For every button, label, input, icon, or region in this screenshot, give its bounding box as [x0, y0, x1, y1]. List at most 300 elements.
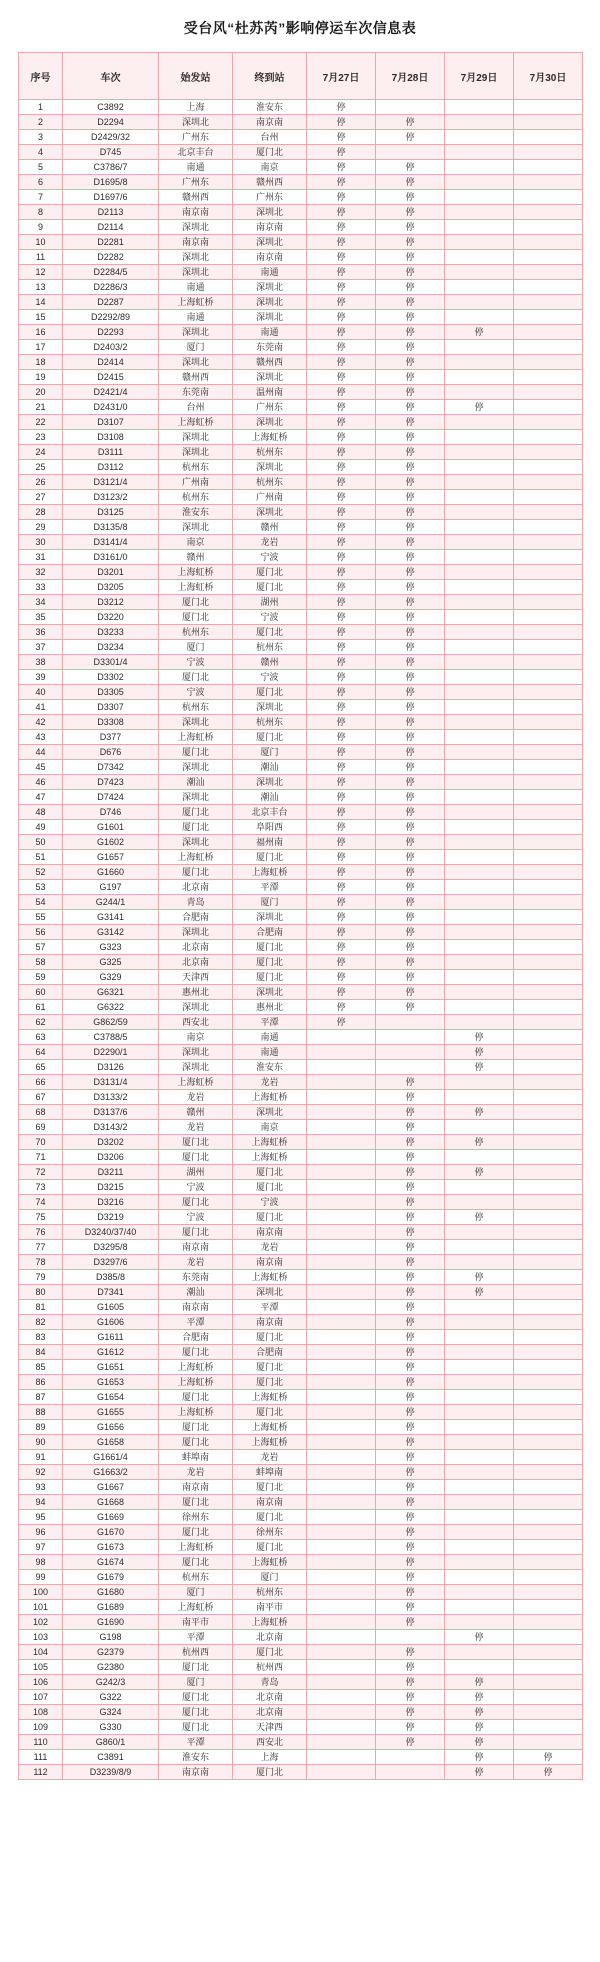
- cell-train-number: D3133/2: [63, 1090, 159, 1105]
- table-header: [19, 53, 583, 100]
- cell-day-2: [445, 955, 514, 970]
- cell-index: 67: [19, 1090, 63, 1105]
- cell-day-1: 停: [376, 115, 445, 130]
- cell-day-1: [376, 1630, 445, 1645]
- cell-destination: 深圳北: [233, 1105, 307, 1120]
- table-row: [19, 1450, 583, 1465]
- cell-day-1: 停: [376, 580, 445, 595]
- table-row: [19, 490, 583, 505]
- cell-index: 94: [19, 1495, 63, 1510]
- cell-day-1: 停: [376, 1555, 445, 1570]
- cell-destination: 北京南: [233, 1630, 307, 1645]
- table-row: [19, 1630, 583, 1645]
- table-row: [19, 1165, 583, 1180]
- cell-day-2: 停: [445, 1735, 514, 1750]
- cell-destination: 广州南: [233, 490, 307, 505]
- cell-index: 108: [19, 1705, 63, 1720]
- cell-day-1: 停: [376, 220, 445, 235]
- cell-day-2: [445, 1495, 514, 1510]
- cell-destination: 深圳北: [233, 1285, 307, 1300]
- cell-index: 82: [19, 1315, 63, 1330]
- cell-day-3: [514, 1510, 583, 1525]
- cell-day-3: [514, 1720, 583, 1735]
- header-train-number: 车次: [63, 53, 159, 100]
- cell-day-1: 停: [376, 910, 445, 925]
- cell-day-2: [445, 220, 514, 235]
- cell-destination: 宁波: [233, 550, 307, 565]
- table-row: [19, 1195, 583, 1210]
- cell-train-number: G1657: [63, 850, 159, 865]
- cell-day-0: 停: [307, 385, 376, 400]
- cell-day-3: [514, 820, 583, 835]
- cell-day-3: [514, 370, 583, 385]
- cell-origin: 深圳北: [159, 430, 233, 445]
- cell-index: 46: [19, 775, 63, 790]
- cell-day-0: 停: [307, 115, 376, 130]
- cell-destination: 广州东: [233, 190, 307, 205]
- cell-destination: 南通: [233, 325, 307, 340]
- cell-origin: 广州东: [159, 130, 233, 145]
- table-row: [19, 1045, 583, 1060]
- cell-day-1: 停: [376, 130, 445, 145]
- cell-day-3: [514, 1015, 583, 1030]
- cell-day-0: 停: [307, 1000, 376, 1015]
- cell-day-0: [307, 1120, 376, 1135]
- cell-day-1: 停: [376, 385, 445, 400]
- cell-day-2: [445, 385, 514, 400]
- cell-train-number: G1651: [63, 1360, 159, 1375]
- cell-train-number: G6322: [63, 1000, 159, 1015]
- cell-day-3: [514, 1465, 583, 1480]
- table-container: [0, 52, 600, 1804]
- cell-day-3: [514, 1690, 583, 1705]
- cell-day-0: [307, 1300, 376, 1315]
- cell-origin: 深圳北: [159, 355, 233, 370]
- cell-train-number: D3205: [63, 580, 159, 595]
- cell-index: 2: [19, 115, 63, 130]
- cell-train-number: G3142: [63, 925, 159, 940]
- cell-destination: 湖州: [233, 595, 307, 610]
- cell-day-3: [514, 1120, 583, 1135]
- cell-index: 95: [19, 1510, 63, 1525]
- cell-index: 34: [19, 595, 63, 610]
- cell-day-3: [514, 730, 583, 745]
- cell-day-2: [445, 1075, 514, 1090]
- cell-day-2: [445, 595, 514, 610]
- cell-day-3: [514, 1585, 583, 1600]
- cell-destination: 赣州: [233, 520, 307, 535]
- cell-day-0: 停: [307, 895, 376, 910]
- cell-day-3: [514, 685, 583, 700]
- cell-day-2: [445, 430, 514, 445]
- cell-destination: 厦门北: [233, 565, 307, 580]
- cell-destination: 厦门北: [233, 1360, 307, 1375]
- cell-day-2: 停: [445, 1030, 514, 1045]
- cell-day-2: [445, 985, 514, 1000]
- cell-train-number: D3131/4: [63, 1075, 159, 1090]
- cell-index: 17: [19, 340, 63, 355]
- cell-destination: 北京南: [233, 1705, 307, 1720]
- cell-day-1: 停: [376, 1660, 445, 1675]
- cell-day-2: [445, 1000, 514, 1015]
- cell-day-0: [307, 1345, 376, 1360]
- cell-day-3: [514, 1360, 583, 1375]
- cell-index: 16: [19, 325, 63, 340]
- cell-index: 69: [19, 1120, 63, 1135]
- cell-day-2: [445, 1645, 514, 1660]
- cell-day-3: [514, 280, 583, 295]
- cell-destination: 阜阳西: [233, 820, 307, 835]
- cell-index: 37: [19, 640, 63, 655]
- cell-day-3: [514, 670, 583, 685]
- cell-day-1: 停: [376, 1300, 445, 1315]
- cell-day-0: [307, 1075, 376, 1090]
- cell-day-1: 停: [376, 640, 445, 655]
- cell-day-2: 停: [445, 1270, 514, 1285]
- cell-day-0: 停: [307, 700, 376, 715]
- header-day-0730: 7月30日: [514, 53, 583, 100]
- cell-origin: 杭州东: [159, 625, 233, 640]
- cell-origin: 深圳北: [159, 1045, 233, 1060]
- cell-train-number: G2380: [63, 1660, 159, 1675]
- cell-day-2: [445, 1435, 514, 1450]
- cell-origin: 广州东: [159, 175, 233, 190]
- table-row: [19, 535, 583, 550]
- table-row: [19, 325, 583, 340]
- cell-index: 65: [19, 1060, 63, 1075]
- cell-index: 76: [19, 1225, 63, 1240]
- cell-day-3: [514, 1060, 583, 1075]
- cell-origin: 平潭: [159, 1630, 233, 1645]
- cell-train-number: D2415: [63, 370, 159, 385]
- cell-day-3: [514, 1210, 583, 1225]
- cell-day-2: [445, 1450, 514, 1465]
- table-row: [19, 1030, 583, 1045]
- cell-destination: 温州南: [233, 385, 307, 400]
- cell-train-number: D3111: [63, 445, 159, 460]
- cell-destination: 西安北: [233, 1735, 307, 1750]
- cell-origin: 厦门北: [159, 1150, 233, 1165]
- cell-origin: 宁波: [159, 655, 233, 670]
- cell-day-3: [514, 655, 583, 670]
- cell-day-3: [514, 1285, 583, 1300]
- cell-day-3: [514, 1675, 583, 1690]
- cell-day-1: 停: [376, 715, 445, 730]
- cell-index: 27: [19, 490, 63, 505]
- cell-day-1: 停: [376, 340, 445, 355]
- header-day-0727: 7月27日: [307, 53, 376, 100]
- cell-day-1: 停: [376, 1495, 445, 1510]
- table-row: [19, 355, 583, 370]
- cell-train-number: G1653: [63, 1375, 159, 1390]
- cell-train-number: D3307: [63, 700, 159, 715]
- cell-train-number: D3302: [63, 670, 159, 685]
- cell-index: 83: [19, 1330, 63, 1345]
- cell-origin: 上海虹桥: [159, 730, 233, 745]
- cell-day-0: [307, 1105, 376, 1120]
- table-row: [19, 1495, 583, 1510]
- cell-day-0: 停: [307, 775, 376, 790]
- cell-destination: 深圳北: [233, 985, 307, 1000]
- cell-origin: 厦门: [159, 640, 233, 655]
- cell-origin: 南京南: [159, 1300, 233, 1315]
- cell-origin: 南通: [159, 280, 233, 295]
- cell-train-number: D746: [63, 805, 159, 820]
- cell-train-number: D2286/3: [63, 280, 159, 295]
- cell-destination: 赣州西: [233, 355, 307, 370]
- cell-destination: 青岛: [233, 1675, 307, 1690]
- cell-origin: 上海虹桥: [159, 1360, 233, 1375]
- cell-origin: 合肥南: [159, 910, 233, 925]
- cell-index: 32: [19, 565, 63, 580]
- cell-train-number: D3239/8/9: [63, 1765, 159, 1780]
- table-row: [19, 130, 583, 145]
- cell-index: 36: [19, 625, 63, 640]
- cell-day-1: 停: [376, 280, 445, 295]
- cell-origin: 赣州: [159, 550, 233, 565]
- cell-train-number: D3220: [63, 610, 159, 625]
- cell-day-2: [445, 1090, 514, 1105]
- cell-day-3: [514, 1240, 583, 1255]
- cell-day-0: [307, 1390, 376, 1405]
- cell-day-0: 停: [307, 475, 376, 490]
- cell-destination: 南平市: [233, 1600, 307, 1615]
- cell-train-number: D2284/5: [63, 265, 159, 280]
- cell-destination: 龙岩: [233, 1450, 307, 1465]
- cell-day-2: 停: [445, 1630, 514, 1645]
- cell-day-3: [514, 520, 583, 535]
- cell-origin: 上海虹桥: [159, 1600, 233, 1615]
- table-row: [19, 295, 583, 310]
- cell-origin: 深圳北: [159, 925, 233, 940]
- cell-origin: 青岛: [159, 895, 233, 910]
- cell-day-3: [514, 760, 583, 775]
- table-row: [19, 1525, 583, 1540]
- cell-train-number: D7341: [63, 1285, 159, 1300]
- cell-destination: 福州南: [233, 835, 307, 850]
- cell-origin: 南京南: [159, 235, 233, 250]
- table-row: [19, 1615, 583, 1630]
- table-row: [19, 1240, 583, 1255]
- cell-destination: 厦门北: [233, 580, 307, 595]
- cell-train-number: G1669: [63, 1510, 159, 1525]
- cell-train-number: G1605: [63, 1300, 159, 1315]
- table-row: [19, 1765, 583, 1780]
- table-row: [19, 385, 583, 400]
- cell-day-0: 停: [307, 535, 376, 550]
- cell-day-0: 停: [307, 850, 376, 865]
- cell-train-number: D3107: [63, 415, 159, 430]
- cell-train-number: G1661/4: [63, 1450, 159, 1465]
- cell-destination: 杭州东: [233, 1585, 307, 1600]
- cell-destination: 赣州西: [233, 175, 307, 190]
- cell-day-2: [445, 340, 514, 355]
- cell-train-number: G1663/2: [63, 1465, 159, 1480]
- cell-day-1: 停: [376, 1240, 445, 1255]
- cell-day-2: 停: [445, 1045, 514, 1060]
- cell-index: 90: [19, 1435, 63, 1450]
- cell-index: 77: [19, 1240, 63, 1255]
- cell-index: 13: [19, 280, 63, 295]
- cell-day-0: 停: [307, 205, 376, 220]
- cell-destination: 上海虹桥: [233, 430, 307, 445]
- cell-day-1: 停: [376, 205, 445, 220]
- cell-day-1: 停: [376, 1150, 445, 1165]
- cell-day-1: [376, 1045, 445, 1060]
- cell-day-1: 停: [376, 1120, 445, 1135]
- cell-destination: 深圳北: [233, 505, 307, 520]
- cell-index: 56: [19, 925, 63, 940]
- cell-day-0: [307, 1525, 376, 1540]
- cell-destination: 厦门北: [233, 1330, 307, 1345]
- cell-train-number: D676: [63, 745, 159, 760]
- cell-index: 96: [19, 1525, 63, 1540]
- table-row: [19, 1270, 583, 1285]
- table-row: [19, 415, 583, 430]
- cell-index: 59: [19, 970, 63, 985]
- cell-destination: 厦门: [233, 745, 307, 760]
- table-row: [19, 280, 583, 295]
- cell-day-1: 停: [376, 310, 445, 325]
- cell-day-1: 停: [376, 670, 445, 685]
- cell-day-3: [514, 1450, 583, 1465]
- cell-day-1: 停: [376, 1315, 445, 1330]
- cell-day-0: 停: [307, 295, 376, 310]
- cell-origin: 厦门北: [159, 670, 233, 685]
- cell-origin: 赣州: [159, 1105, 233, 1120]
- cell-origin: 南京: [159, 1030, 233, 1045]
- cell-origin: 厦门: [159, 1585, 233, 1600]
- cell-day-2: [445, 370, 514, 385]
- cell-day-1: 停: [376, 850, 445, 865]
- cell-day-0: 停: [307, 955, 376, 970]
- cell-day-3: [514, 205, 583, 220]
- cell-train-number: G1673: [63, 1540, 159, 1555]
- cell-origin: 潮汕: [159, 775, 233, 790]
- cell-day-1: 停: [376, 700, 445, 715]
- cell-day-0: 停: [307, 790, 376, 805]
- cell-day-1: 停: [376, 955, 445, 970]
- cell-index: 105: [19, 1660, 63, 1675]
- cell-day-1: 停: [376, 160, 445, 175]
- table-row: [19, 1210, 583, 1225]
- cell-train-number: D3308: [63, 715, 159, 730]
- table-row: [19, 1255, 583, 1270]
- cell-day-0: 停: [307, 145, 376, 160]
- cell-day-2: [445, 775, 514, 790]
- cell-train-number: D2113: [63, 205, 159, 220]
- cell-day-2: [445, 1345, 514, 1360]
- cell-destination: 深圳北: [233, 700, 307, 715]
- cell-day-1: 停: [376, 625, 445, 640]
- cell-day-0: [307, 1255, 376, 1270]
- cell-day-1: 停: [376, 1165, 445, 1180]
- cell-train-number: D2287: [63, 295, 159, 310]
- cell-day-2: [445, 1615, 514, 1630]
- cell-index: 40: [19, 685, 63, 700]
- cell-day-0: 停: [307, 325, 376, 340]
- cell-day-1: 停: [376, 1720, 445, 1735]
- cell-index: 52: [19, 865, 63, 880]
- cell-day-0: [307, 1570, 376, 1585]
- cell-index: 93: [19, 1480, 63, 1495]
- cell-destination: 深圳北: [233, 415, 307, 430]
- cell-day-1: 停: [376, 1450, 445, 1465]
- cell-day-1: 停: [376, 1225, 445, 1240]
- cell-origin: 湖州: [159, 1165, 233, 1180]
- cell-origin: 厦门北: [159, 745, 233, 760]
- cell-day-3: [514, 190, 583, 205]
- cell-destination: 厦门北: [233, 1165, 307, 1180]
- cell-train-number: D3219: [63, 1210, 159, 1225]
- table-row: [19, 1090, 583, 1105]
- cell-day-3: [514, 475, 583, 490]
- cell-day-1: [376, 145, 445, 160]
- cell-index: 39: [19, 670, 63, 685]
- cell-day-1: [376, 1060, 445, 1075]
- cell-day-2: 停: [445, 325, 514, 340]
- cell-day-2: 停: [445, 1210, 514, 1225]
- cell-index: 50: [19, 835, 63, 850]
- cell-destination: 上海虹桥: [233, 1150, 307, 1165]
- cell-day-2: [445, 1465, 514, 1480]
- cell-index: 12: [19, 265, 63, 280]
- cell-day-3: [514, 595, 583, 610]
- cell-day-2: [445, 610, 514, 625]
- table-row: [19, 760, 583, 775]
- cell-origin: 上海: [159, 100, 233, 115]
- table-row: [19, 1585, 583, 1600]
- cell-day-1: 停: [376, 1255, 445, 1270]
- cell-train-number: G1680: [63, 1585, 159, 1600]
- cell-day-2: 停: [445, 1060, 514, 1075]
- cell-origin: 深圳北: [159, 325, 233, 340]
- cell-day-3: [514, 430, 583, 445]
- cell-destination: 龙岩: [233, 535, 307, 550]
- cell-day-2: [445, 520, 514, 535]
- cell-day-3: [514, 1180, 583, 1195]
- cell-day-0: 停: [307, 730, 376, 745]
- cell-day-2: [445, 175, 514, 190]
- cell-day-1: 停: [376, 475, 445, 490]
- cell-day-2: [445, 1555, 514, 1570]
- cell-day-1: 停: [376, 250, 445, 265]
- cell-day-2: 停: [445, 1705, 514, 1720]
- cell-day-2: [445, 160, 514, 175]
- cell-day-1: 停: [376, 460, 445, 475]
- cell-day-0: 停: [307, 655, 376, 670]
- cell-day-1: 停: [376, 1585, 445, 1600]
- cell-index: 92: [19, 1465, 63, 1480]
- table-row: [19, 850, 583, 865]
- table-row: [19, 430, 583, 445]
- cell-index: 49: [19, 820, 63, 835]
- cell-index: 19: [19, 370, 63, 385]
- cell-index: 33: [19, 580, 63, 595]
- cell-origin: 宁波: [159, 1210, 233, 1225]
- cell-day-3: [514, 625, 583, 640]
- cell-index: 79: [19, 1270, 63, 1285]
- cell-day-1: 停: [376, 1270, 445, 1285]
- cell-train-number: D3297/6: [63, 1255, 159, 1270]
- cell-origin: 深圳北: [159, 715, 233, 730]
- table-row: [19, 940, 583, 955]
- cell-day-1: 停: [376, 775, 445, 790]
- cell-day-3: [514, 865, 583, 880]
- cell-day-3: [514, 565, 583, 580]
- cell-index: 55: [19, 910, 63, 925]
- cell-origin: 厦门北: [159, 1390, 233, 1405]
